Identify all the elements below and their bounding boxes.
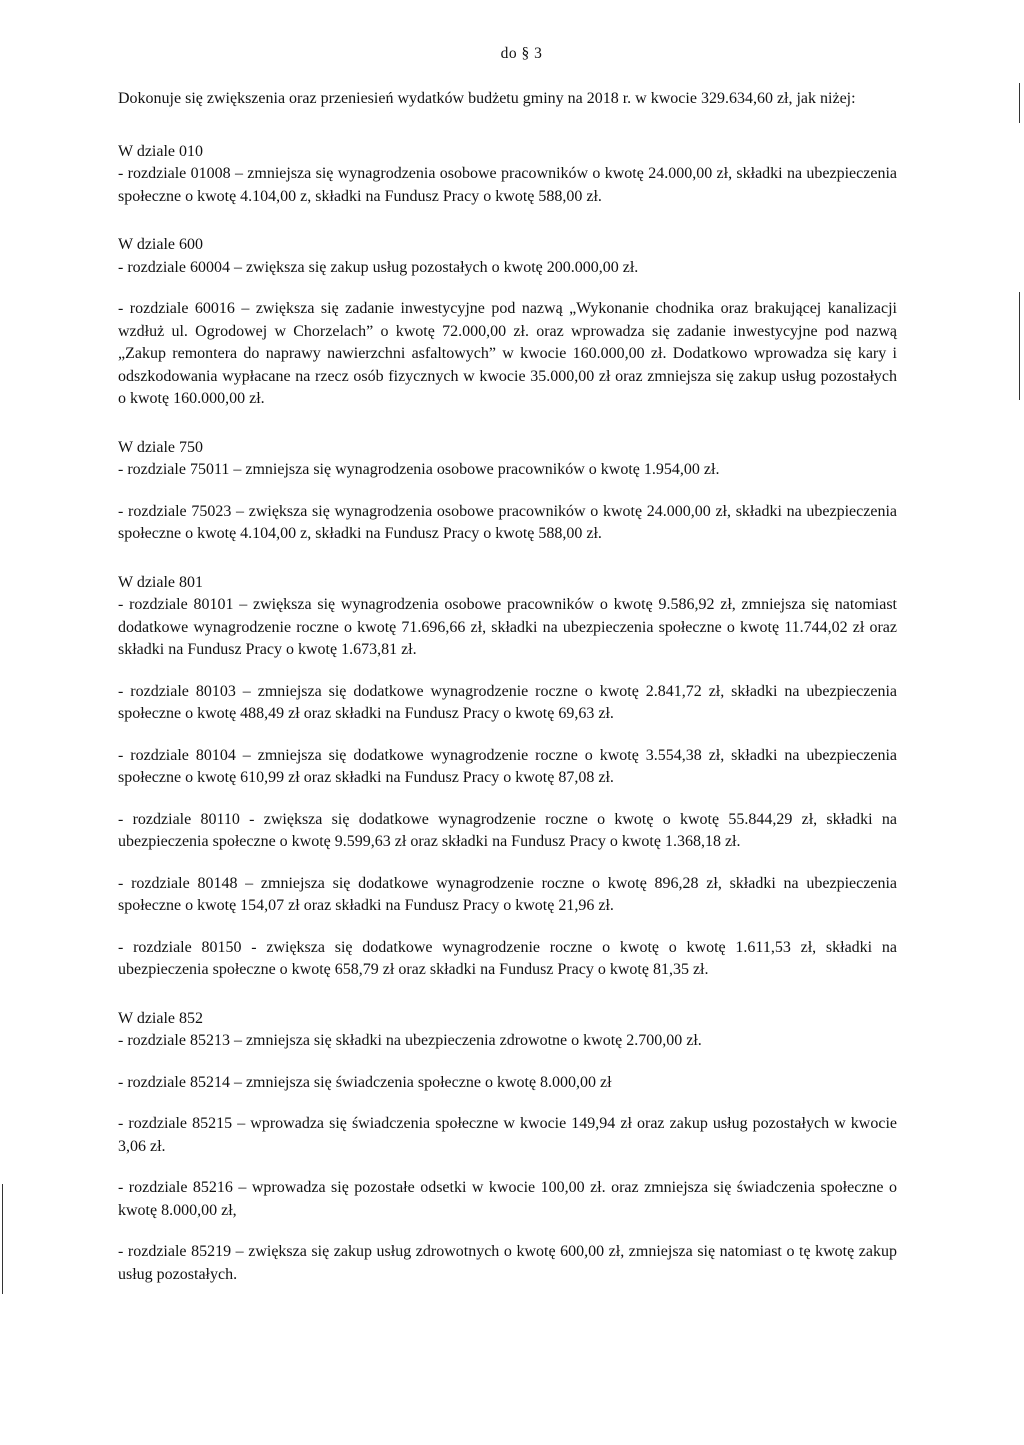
- section-dzial-801: [118, 572, 897, 982]
- section-dzial-852: [118, 1008, 897, 1287]
- entry-rozdzial-80150: - rozdziale 80150 - zwiększa się dodatkowe wynagrodzenie roczne o kwotę o kwotę 1.611,53 zł, składki na ubezpieczenia społeczne o kwotę 658,79 zł oraz składki na Fundusz Pracy o kwotę 81,35 zł.: [118, 938, 897, 978]
- section-title: W dziale 801: [118, 573, 204, 591]
- entry-rozdzial-60004: - rozdziale 60004 – zwiększa się zakup usług pozostałych o kwotę 200.000,00 zł.: [118, 258, 639, 276]
- section-dzial-750: [118, 437, 897, 546]
- entry-rozdzial-85214: - rozdziale 85214 – zmniejsza się świadczenia społeczne o kwotę 8.000,00 zł: [118, 1073, 612, 1091]
- entry-rozdzial-75023: - rozdziale 75023 – zwiększa się wynagrodzenia osobowe pracowników o kwotę 24.000,00 zł, składki na ubezpieczenia społeczne o kwotę 4.104,00 z, składki na Fundusz Pracy o kwotę 588,00 zł.: [118, 502, 897, 542]
- entry-rozdzial-85215: - rozdziale 85215 – wprowadza się świadczenia społeczne w kwocie 149,94 zł oraz zakup usług pozostałych w kwocie 3,06 zł.: [118, 1115, 897, 1155]
- entry-rozdzial-80104: - rozdziale 80104 – zmniejsza się dodatkowe wynagrodzenie roczne o kwotę 3.554,38 zł, składki na ubezpieczenia społeczne o kwotę 610,99 zł oraz składki na Fundusz Pracy o kwotę 87,08 zł.: [118, 746, 897, 786]
- document-page: [118, 42, 897, 1312]
- entry-rozdzial-85213: - rozdziale 85213 – zmniejsza się składki na ubezpieczenia zdrowotne o kwotę 2.700,00 zł.: [118, 1032, 702, 1049]
- section-title: W dziale 750: [118, 438, 204, 456]
- entry-rozdzial-75011: - rozdziale 75011 – zmniejsza się wynagrodzenia osobowe pracowników o kwotę 1.954,00 zł.: [118, 461, 720, 478]
- entry-rozdzial-85219: - rozdziale 85219 – zwiększa się zakup usług zdrowotnych o kwotę 600,00 zł, zmniejsza się natomiast o tę kwotę zakup usług pozostałych.: [118, 1243, 897, 1283]
- section-title: W dziale 010: [118, 142, 204, 160]
- entry-rozdzial-60016: - rozdziale 60016 – zwiększa się zadanie inwestycyjne pod nazwą „Wykonanie chodnika oraz brakującej kanalizacji wzdłuż ul. Ogrodowej w Chorzelach” o kwotę 72.000,00 zł. oraz wprowadza się zadanie inwestycyjne pod nazwą „Zakup remontera do naprawy nawierzchni asfaltowych” w kwocie 160.000,00 zł. Dodatkowo wprowadza się kary i odszkodowania wypłacane na rzecz osób fizycznych w kwocie 35.000,00 zł oraz zmniejsza się zakup usług pozostałych o kwotę 160.000,00 zł.: [118, 300, 897, 407]
- entry-rozdzial-85216: - rozdziale 85216 – wprowadza się pozostałe odsetki w kwocie 100,00 zł. oraz zmniejsza się świadczenia społeczne o kwotę 8.000,00 zł,: [118, 1179, 897, 1219]
- intro-paragraph: Dokonuje się zwiększenia oraz przeniesień wydatków budżetu gminy na 2018 r. w kwocie 329.634,60 zł, jak niżej:: [118, 90, 856, 107]
- entry-rozdzial-01008: - rozdziale 01008 – zmniejsza się wynagrodzenia osobowe pracowników o kwotę 24.000,00 zł, składki na ubezpieczenia społeczne o kwotę 4.104,00 z, składki na Fundusz Pracy o kwotę 588,00 zł.: [118, 165, 897, 205]
- section-title: W dziale 600: [118, 236, 204, 253]
- entry-rozdzial-80101: - rozdziale 80101 – zwiększa się wynagrodzenia osobowe pracowników o kwotę 9.586,92 zł, zmniejsza się natomiast dodatkowe wynagrodzenie roczne o kwotę 71.696,66 zł, składki na ubezpieczenia społeczne o kwotę 11.744,02 zł oraz składki na Fundusz Pracy o kwotę 1.673,81 zł.: [118, 596, 897, 658]
- entry-rozdzial-80148: - rozdziale 80148 – zmniejsza się dodatkowe wynagrodzenie roczne o kwotę 896,28 zł, składki na ubezpieczenia społeczne o kwotę 154,07 zł oraz składki na Fundusz Pracy o kwotę 21,96 zł.: [118, 874, 897, 914]
- page-heading: do § 3: [500, 45, 543, 62]
- section-dzial-010: [118, 141, 897, 209]
- scan-edge-line: [1019, 292, 1020, 400]
- scan-edge-line: [2, 1184, 3, 1294]
- entry-rozdzial-80103: - rozdziale 80103 – zmniejsza się dodatkowe wynagrodzenie roczne o kwotę 2.841,72 zł, składki na ubezpieczenia społeczne o kwotę 488,49 zł oraz składki na Fundusz Pracy o kwotę 69,63 zł.: [118, 682, 897, 722]
- scan-edge-line: [1019, 83, 1020, 123]
- entry-rozdzial-80110: - rozdziale 80110 - zwiększa się dodatkowe wynagrodzenie roczne o kwotę o kwotę 55.844,29 zł, składki na ubezpieczenia społeczne o kwotę 9.599,63 zł oraz składki na Fundusz Pracy o kwotę 1.368,18 zł.: [118, 810, 897, 850]
- section-title: W dziale 852: [118, 1009, 204, 1027]
- section-dzial-600: [118, 234, 897, 411]
